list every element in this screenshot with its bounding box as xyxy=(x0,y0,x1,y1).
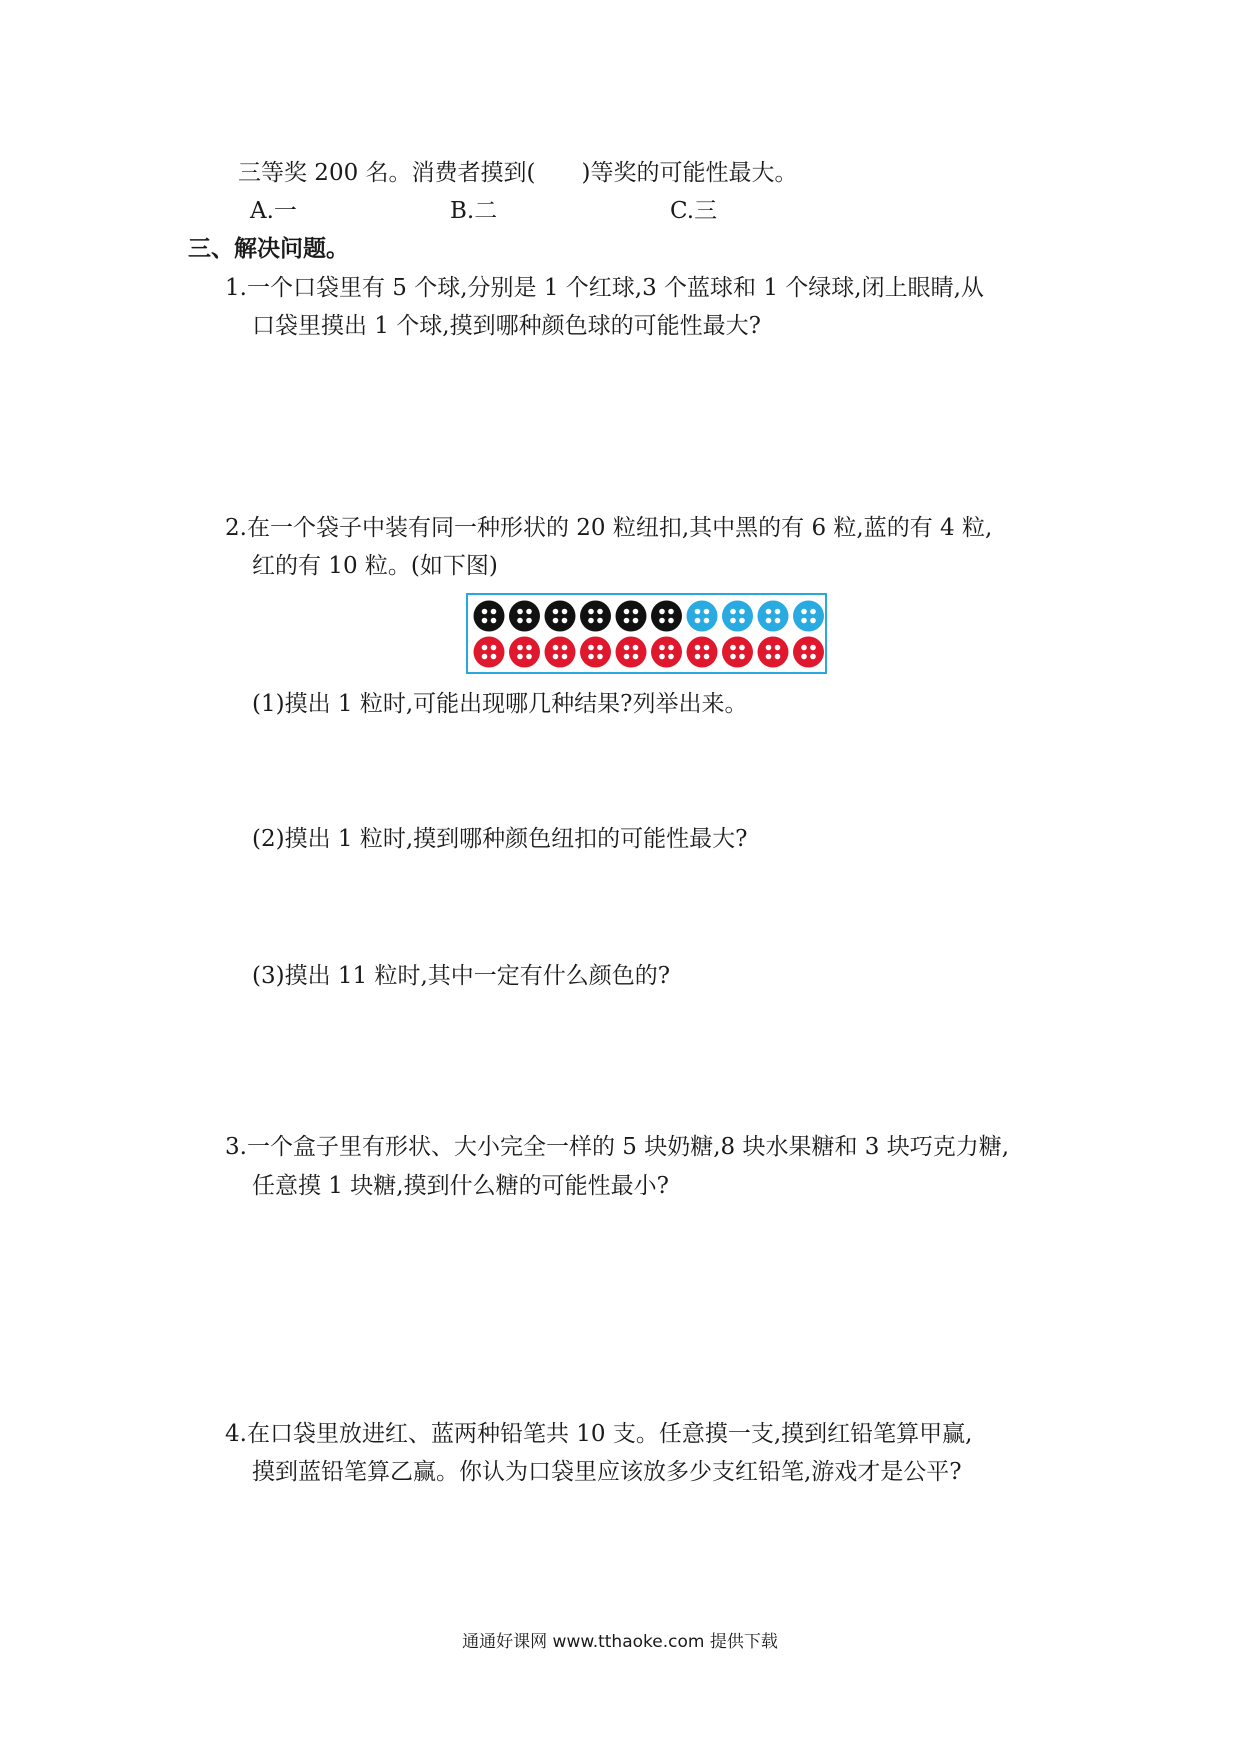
black-button-1-4 xyxy=(580,601,611,632)
question-1-line-1: 1.一个口袋里有 5 个球,分别是 1 个红球,3 个蓝球和 1 个绿球,闭上眼睛,从 xyxy=(225,275,984,301)
question-2-line-2: 红的有 10 粒。(如下图) xyxy=(252,553,498,579)
red-button-2-6 xyxy=(651,637,682,668)
black-button-1-1 xyxy=(474,601,505,632)
question-2-line-1: 2.在一个袋子中装有同一种形状的 20 粒纽扣,其中黑的有 6 粒,蓝的有 4 粒, xyxy=(225,515,993,541)
question-2-sub-3: (3)摸出 11 粒时,其中一定有什么颜色的? xyxy=(252,963,671,989)
question-3-line-1: 3.一个盒子里有形状、大小完全一样的 5 块奶糖,8 块水果糖和 3 块巧克力糖, xyxy=(225,1134,1010,1160)
black-button-1-3 xyxy=(545,601,576,632)
red-button-2-5 xyxy=(616,637,647,668)
question-1-line-2: 口袋里摸出 1 个球,摸到哪种颜色球的可能性最大? xyxy=(252,313,761,339)
buttons-figure xyxy=(466,593,827,674)
question-2-sub-2: (2)摸出 1 粒时,摸到哪种颜色纽扣的可能性最大? xyxy=(252,826,748,852)
red-button-2-9 xyxy=(758,637,789,668)
blue-button-1-8 xyxy=(722,601,753,632)
question-2-sub-1: (1)摸出 1 粒时,可能出现哪几种结果?列举出来。 xyxy=(252,691,748,717)
red-button-2-4 xyxy=(580,637,611,668)
red-button-2-8 xyxy=(722,637,753,668)
red-button-2-7 xyxy=(687,637,718,668)
black-button-1-2 xyxy=(509,601,540,632)
black-button-1-5 xyxy=(616,601,647,632)
option-a: A.一 xyxy=(250,198,297,224)
carryover-line: 三等奖 200 名。消费者摸到( )等奖的可能性最大。 xyxy=(238,160,798,186)
red-button-2-2 xyxy=(509,637,540,668)
blue-button-1-7 xyxy=(687,601,718,632)
option-c: C.三 xyxy=(670,198,718,224)
question-3-line-2: 任意摸 1 块糖,摸到什么糖的可能性最小? xyxy=(252,1173,669,1199)
section-heading: 三、解决问题。 xyxy=(188,236,349,262)
blue-button-1-10 xyxy=(793,601,824,632)
black-button-1-6 xyxy=(651,601,682,632)
blue-button-1-9 xyxy=(758,601,789,632)
footer-credit: 通通好课网 www.tthaoke.com 提供下载 xyxy=(462,1632,778,1652)
option-b: B.二 xyxy=(450,198,498,224)
question-4-line-2: 摸到蓝铅笔算乙赢。你认为口袋里应该放多少支红铅笔,游戏才是公平? xyxy=(252,1459,962,1485)
question-4-line-1: 4.在口袋里放进红、蓝两种铅笔共 10 支。任意摸一支,摸到红铅笔算甲赢, xyxy=(225,1421,973,1447)
red-button-2-10 xyxy=(793,637,824,668)
red-button-2-3 xyxy=(545,637,576,668)
red-button-2-1 xyxy=(474,637,505,668)
